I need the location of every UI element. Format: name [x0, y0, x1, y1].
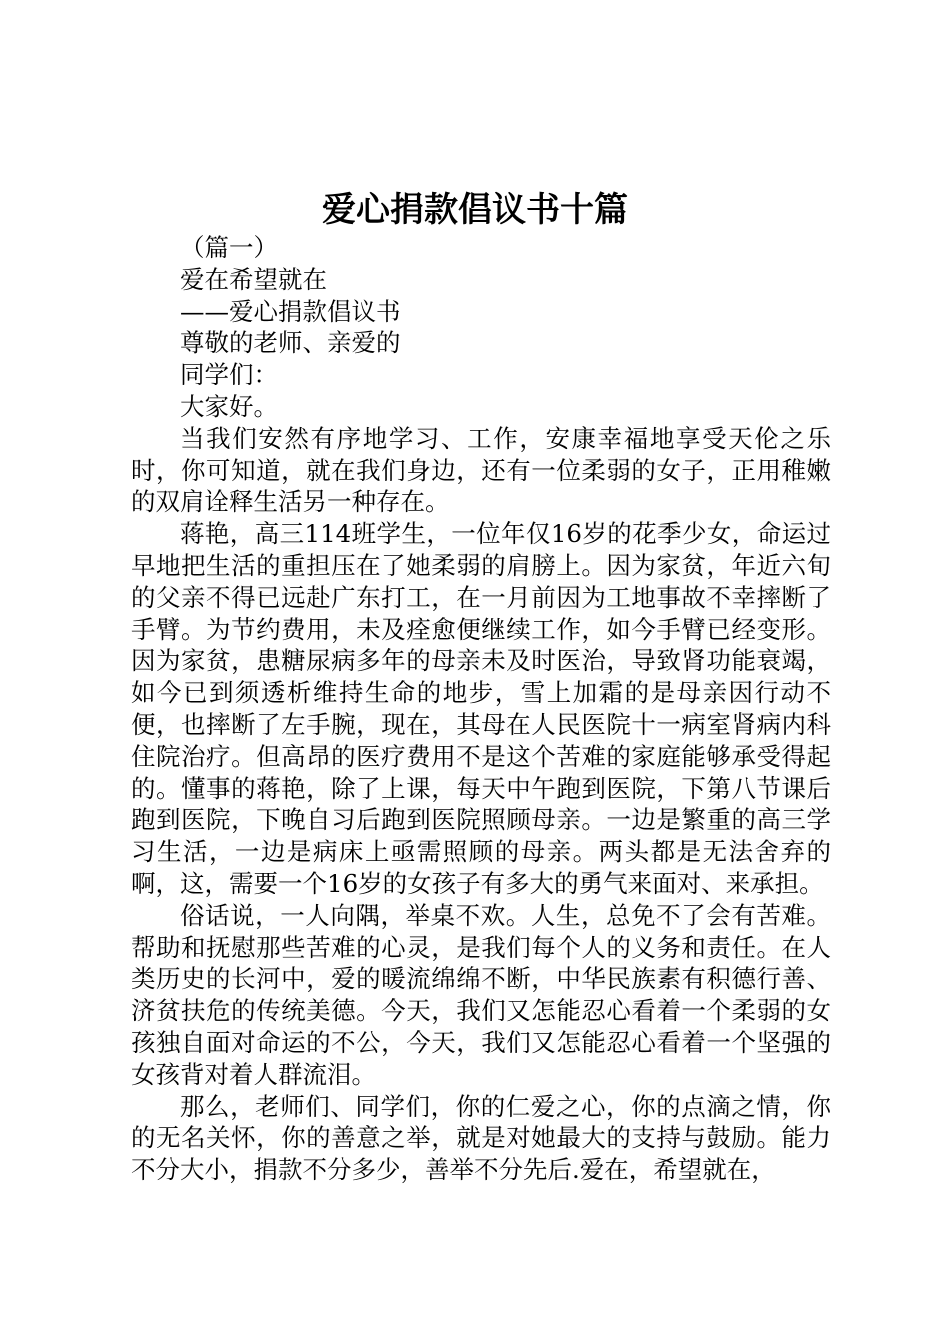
salutation-line-2: 同学们： — [180, 360, 278, 390]
document-body — [131, 232, 831, 1186]
document-title: 爱心捐款倡议书十篇 — [322, 190, 628, 230]
paragraph: 当我们安然有序地学习、工作，安康幸福地享受天伦之乐时，你可知道，就在我们身边，还有一位柔弱的女子，正用稚嫩的双肩诠释生活另一种存在。 — [131, 423, 831, 517]
section-label: （篇一） — [180, 233, 278, 262]
paragraph: 蒋艳，高三114班学生，一位年仅16岁的花季少女，命运过早地把生活的重担压在了她柔弱的肩膀上。因为家贫，年近六旬的父亲不得已远赴广东打工，在一月前因为工地事故不幸摔断了手臂。为节约费用，未及痊愈便继续工作，如今手臂已经变形。因为家贫，患糖尿病多年的母亲未及时医治，导致肾功能衰竭，如今已到须透析维持生命的地步，雪上加霜的是母亲因行动不便，也摔断了左手腕，现在，其母在人民医院十一病室肾病内科住院治疗。但高昂的医疗费用不是这个苦难的家庭能够承受得起的。懂事的蒋艳，除了上课，每天中午跑到医院，下第八节课后跑到医院，下晚自习后跑到医院照顾母亲。一边是繁重的高三学习生活，一边是病床上亟需照顾的母亲。两头都是无法舍弃的啊，这，需要一个16岁的女孩子有多大的勇气来面对、来承担。 — [131, 519, 831, 898]
letter-heading: 爱在希望就在 — [180, 264, 327, 294]
letter-subheading: ——爱心捐款倡议书 — [180, 296, 401, 326]
paragraph: 那么，老师们、同学们，你的仁爱之心，你的点滴之情，你的无名关怀，你的善意之举，就是对她最大的支持与鼓励。能力不分大小，捐款不分多少，善举不分先后.爱在，希望就在， — [131, 1091, 831, 1185]
greeting-line: 大家好。 — [180, 391, 278, 421]
paragraph: 俗话说，一人向隅，举桌不欢。人生，总免不了会有苦难。帮助和抚慰那些苦难的心灵，是我们每个人的义务和责任。在人类历史的长河中，爱的暖流绵绵不断，中华民族素有积德行善、济贫扶危的传统美德。今天，我们又怎能忍心看着一个柔弱的女孩独自面对命运的不公，今天，我们又怎能忍心看着一个坚强的女孩背对着人群流泪。 — [131, 900, 831, 1089]
salutation-line-1: 尊敬的老师、亲爱的 — [180, 328, 401, 358]
